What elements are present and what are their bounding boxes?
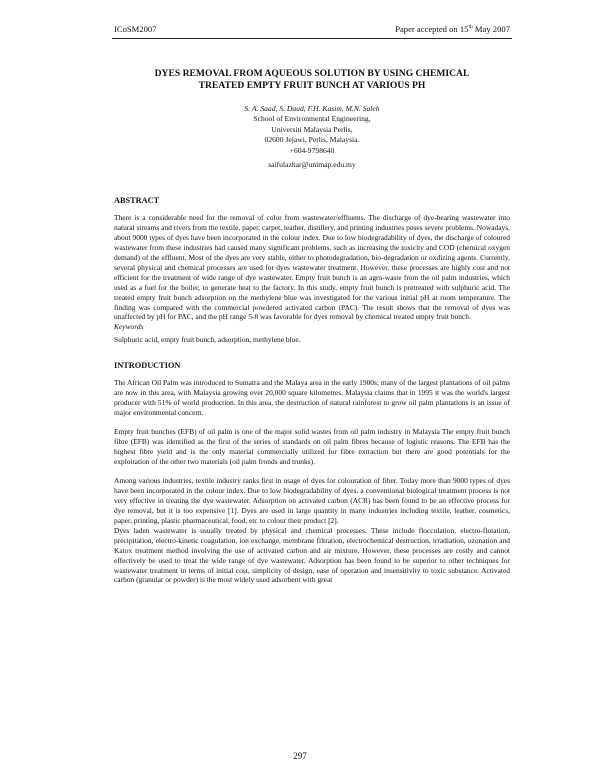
affiliation-line: Universiti Malaysia Perlis,: [271, 124, 353, 134]
acceptance-note: [395, 24, 510, 34]
title-line-2: TREATED EMPTY FRUIT BUNCH AT VARIOUS PH: [198, 79, 426, 91]
header-rule: [112, 38, 512, 39]
affiliation-line: School of Environmental Engineering,: [253, 114, 371, 124]
paper-body: [114, 196, 510, 594]
acceptance-sup: th: [468, 24, 473, 31]
running-header: [114, 24, 510, 34]
author-email: saifulazhar@unimap.edu.my: [268, 160, 356, 170]
intro-paragraph: Dyes laden wastewater is usually treated by physical and chemical processes. These include flocculation, electro-flotation, precipitation, electro-kinetic coagulation, ion exchange, membrane filtration, electrochemical destruction, irradiation, ozonation and Katox treatment method involving the use of activated carbon and air mixture. However, these processes are costly and cannot effectively be used to treat the wide range of dye wastewater. Adsorption has been found to be superior to other techniques for wastewater treatment in terms of initial cost, simplicity of design, ease of operation and insensitivity to toxic substance. Activated carbon (granular or powder) is the most widely used adsorbent with great: [114, 525, 510, 585]
abstract-text: There is a considerable need for the removal of color from wastewater/effluents. The discharge of dye-bearing wastewater into natural streams and rivers from the textile, paper, carpet, leather, distillery, and printing industries poses severe problems. Nowadays, about 9000 types of dyes have been incorporated in the colour index. Due to low biodegradability of dyes, the discharge of coloured wastewater from these industries had caused many significant problems, such as increasing the toxicity and COD (chemical oxygen demand) of the effluent. Most of the dyes are very stable, either to photodegradation, bio-degradation or oxdizing agents. Currently, several physical and chemical processes are used for dyes wastewater treatment. However, these processes are highly cost and not efficient for the treatment of wide range of dye wastewater. Empty fruit bunch is an agro-waste from the oil palm industries, which used as a fuel for the boiler, to generate heat to the factory. In this study, empty fruit bunch is pretreated with sulphuric acid. The treated empty fruit bunch adsorption on the methylene blue was investigated for the various initial pH at room temperature. The finding was compared with the commercial powdered activated carbon (PAC). The result shows that the removal of dyes was unaffected by pH for PAC, and the pH range 5-8 was favorable for dyes removal by chemical treated empty fruit bunch.: [114, 212, 510, 322]
conference-name: ICoSM2007: [114, 24, 157, 34]
acceptance-prefix: Paper accepted on 15: [395, 24, 469, 34]
paper-title: [112, 68, 512, 91]
abstract-heading: ABSTRACT: [114, 196, 160, 205]
intro-paragraph: Among various industries, textile industry ranks first in usage of dyes for colouration of fiber. Today more than 9000 types of dyes have been incorporated in the colour index. Due to low biodegradability of dyes, a conventional biological treatment process is not very effective in treating the dye wastewater. Adsorption on activated carbon (ACR) has been found to be an effective process for dye removal, but it is too expensive [1]. Dyes are used in large quantity in many industries including textile, leather, cosmetics, paper, printing, plastic pharmaceutical, food, etc to colour their product [2].: [114, 475, 510, 525]
affiliation-line: 02600 Jejawi, Perlis, Malaysia.: [264, 135, 360, 145]
keywords-label: Keywords: [114, 322, 144, 332]
author-names: S. A. Saad, S. Daud, F.H. Kasim, M.N. Saleh: [244, 104, 380, 113]
intro-paragraph: Empty fruit bunches (EFB) of oil palm is one of the major solid wastes from oil palm industry in Malaysia The empty fruit bunch fibre (EFB) was identified as the first of the series of standards on oil palm fibres because of logistic reasons. The EFB has the highest fibre yield and is the only material commercially utilized for fibre extraction but there are good potentials for the exploitation of the other two materials (oil palm fronds and trunks).: [114, 427, 510, 466]
intro-paragraph: The African Oil Palm was introduced to Sumatra and the Malaya area in the early 1900s; many of the largest plantations of oil palms are now in this area, with Malaysia growing over 20,000 square kilometres. Malaysia claims that in 1995 it was the world's largest producer with 51% of world production. In this area, the destruction of natural rainforest to grow oil palm plantations is an issue of major environmental concern.: [114, 378, 510, 418]
acceptance-suffix: May 2007: [472, 24, 510, 34]
page-number: 297: [293, 751, 307, 761]
introduction-heading: INTRODUCTION: [114, 361, 181, 371]
affiliation-phone: +604-9798640: [289, 145, 335, 155]
author-block: [112, 104, 512, 170]
keywords-text: Sulphuric acid, empty fruit bunch, adsorption, methylene blue.: [114, 335, 301, 345]
title-line-1: DYES REMOVAL FROM AQUEOUS SOLUTION BY USING CHEMICAL: [154, 68, 470, 79]
